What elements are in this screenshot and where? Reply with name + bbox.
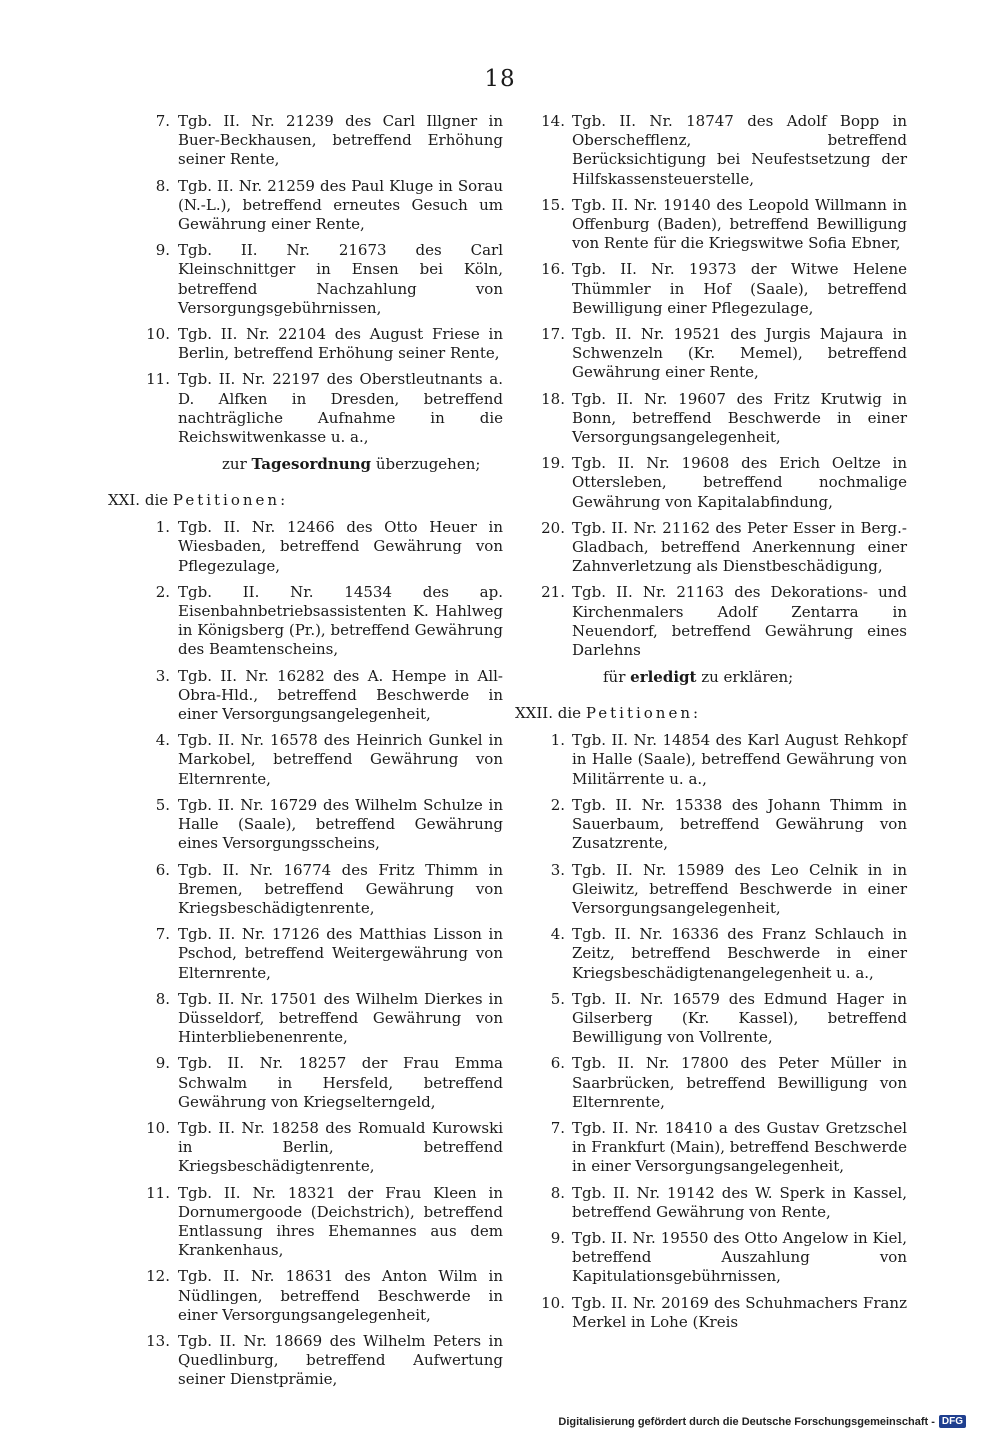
petition-number: 7. — [155, 112, 170, 130]
petition-list-a — [108, 112, 503, 447]
petition-entry — [515, 925, 907, 983]
conclusion-pre: für — [603, 668, 631, 687]
petition-text: Tgb. II. Nr. 21162 des Peter Esser in Berg.-Gladbach, betreffend Anerkennung einer Zahnverletzung als Dienstbeschädigung, — [572, 518, 907, 576]
section-roman: XXII. — [515, 704, 553, 723]
dfg-logo: DFG — [939, 1415, 966, 1428]
petition-text: Tgb. II. Nr. 18258 des Romuald Kurowski in Berlin, betreffend Kriegsbeschädigtenrente, — [178, 1118, 503, 1176]
petition-text: Tgb. II. Nr. 15338 des Johann Thimm in Sauerbaum, betreffend Gewährung von Zusatzrente, — [572, 795, 907, 853]
petition-number: 9. — [155, 241, 170, 260]
petition-entry — [515, 796, 907, 854]
petition-number: 3. — [550, 860, 565, 879]
petition-entry — [108, 370, 503, 447]
petition-text: Tgb. II. Nr. 18631 des Anton Wilm in Nüdlingen, betreffend Beschwerde in einer Versorgungsangelegenheit, — [178, 1267, 503, 1324]
petition-text: Tgb. II. Nr. 14854 des Karl August Rehkopf in Halle (Saale), betreffend Gewährung von Militärrente u. a., — [572, 731, 907, 788]
petition-entry — [515, 325, 907, 383]
petition-text: Tgb. II. Nr. 21239 des Carl Illgner in Buer-Beckhausen, betreffend Erhöhung seiner Rente, — [178, 112, 503, 169]
right-column — [515, 112, 907, 1339]
petition-number: 8. — [155, 176, 170, 195]
petition-number: 6. — [155, 860, 170, 879]
petition-text: Tgb. II. Nr. 17800 des Peter Müller in Saarbrücken, betreffend Bewilligung von Elternrente, — [572, 1054, 907, 1111]
petition-list-c — [515, 112, 907, 660]
petition-entry — [108, 925, 503, 983]
petition-number: 10. — [146, 325, 170, 344]
conclusion-post: überzugehen; — [371, 455, 481, 474]
petition-entry — [108, 667, 503, 725]
footer-text: Digitalisierung gefördert durch die Deutsche Forschungsgemeinschaft - — [558, 1415, 935, 1428]
petition-number: 18. — [541, 389, 565, 408]
petition-number: 20. — [541, 518, 565, 537]
petition-entry — [515, 990, 907, 1048]
petition-entry — [108, 1267, 503, 1325]
petition-entry — [515, 519, 907, 577]
petition-entry — [515, 260, 907, 318]
petition-entry — [108, 177, 503, 235]
petition-entry — [108, 1332, 503, 1390]
section-prefix: die — [144, 491, 169, 510]
petition-entry — [515, 1054, 907, 1112]
petition-number: 8. — [550, 1183, 565, 1202]
petition-entry — [515, 861, 907, 919]
petition-text: Tgb. II. Nr. 16579 des Edmund Hager in Gilserberg (Kr. Kassel), betreffend Bewilligung von Vollrente, — [572, 989, 907, 1047]
petition-entry — [515, 196, 907, 254]
petition-text: Tgb. II. Nr. 16282 des A. Hempe in All-Obra-Hld., betreffend Beschwerde in einer Versorgungsangelegenheit, — [178, 666, 503, 724]
page-number: 18 — [484, 66, 516, 92]
petition-number: 6. — [550, 1054, 565, 1073]
petition-text: Tgb. II. Nr. 22197 des Oberstleutnants a. D. Alfken in Dresden, betreffend nachträgliche Aufnahme in die Reichswitwenkasse u. a., — [178, 370, 503, 447]
petition-text: Tgb. II. Nr. 18747 des Adolf Bopp in Oberschefflenz, betreffend Berücksichtigung bei Neufestsetzung der Hilfskassensteuerstelle, — [572, 112, 907, 188]
petition-number: 21. — [541, 583, 565, 602]
petition-entry — [108, 518, 503, 576]
petition-text: Tgb. II. Nr. 15989 des Leo Celnik in in Gleiwitz, betreffend Beschwerde in einer Versorgungsangelegenheit, — [572, 860, 907, 917]
petition-number: 2. — [155, 582, 170, 601]
petition-number: 4. — [155, 731, 170, 750]
conclusion-keyword: erledigt — [630, 668, 697, 687]
petition-number: 9. — [550, 1228, 565, 1247]
petition-entry — [515, 1184, 907, 1222]
petition-text: Tgb. II. Nr. 22104 des August Friese in Berlin, betreffend Erhöhung seiner Rente, — [178, 325, 503, 363]
petition-text: Tgb. II. Nr. 16774 des Fritz Thimm in Bremen, betreffend Gewährung von Kriegsbeschädigtenrente, — [178, 860, 503, 917]
petition-entry — [108, 1184, 503, 1261]
petition-entry — [515, 454, 907, 512]
petition-number: 10. — [541, 1293, 565, 1312]
conclusion-post: zu erklären; — [696, 668, 794, 687]
petition-entry — [108, 112, 503, 170]
petition-number: 5. — [155, 795, 170, 814]
petition-text: Tgb. II. Nr. 16578 des Heinrich Gunkel in Markobel, betreffend Gewährung von Elternrente, — [178, 731, 503, 788]
petition-entry — [515, 1294, 907, 1332]
petition-entry — [108, 1054, 503, 1112]
petition-entry — [108, 241, 503, 318]
petition-number: 8. — [155, 989, 170, 1008]
petition-entry — [108, 325, 503, 363]
petition-text: Tgb. II. Nr. 21163 des Dekorations- und Kirchenmalers Adolf Zentarra in Neuendorf, betreffend Gewährung eines Darlehns — [572, 583, 907, 660]
petition-number: 5. — [550, 989, 565, 1008]
petition-number: 7. — [550, 1118, 565, 1137]
petition-entry — [108, 861, 503, 919]
petition-number: 7. — [155, 925, 170, 944]
petition-list-b — [108, 518, 503, 1389]
petition-text: Tgb. II. Nr. 18410 a des Gustav Gretzschel in Frankfurt (Main), betreffend Beschwerde in einer Versorgungsangelegenheit, — [572, 1118, 907, 1176]
petition-number: 14. — [541, 112, 565, 130]
petition-text: Tgb. II. Nr. 14534 des ap. Eisenbahnbetriebsassistenten K. Hahlweg in Königsberg (Pr.), betreffend Gewährung des Beamtenscheins, — [178, 582, 503, 659]
section-roman: XXI. — [108, 491, 141, 510]
petition-number: 4. — [550, 925, 565, 944]
petition-text: Tgb. II. Nr. 19607 des Fritz Krutwig in Bonn, betreffend Beschwerde in einer Versorgungsangelegenheit, — [572, 389, 907, 447]
conclusion-pre: zur — [222, 455, 252, 474]
conclusion-tagesordnung — [108, 454, 503, 474]
petition-number: 15. — [541, 195, 565, 214]
petition-list-d — [515, 731, 907, 1332]
petition-text: Tgb. II. Nr. 18321 der Frau Kleen in Dornumergoode (Deichstrich), betreffend Entlassung ihres Ehemannes aus dem Krankenhaus, — [178, 1183, 503, 1260]
petition-entry — [515, 583, 907, 660]
petition-number: 2. — [550, 795, 565, 814]
petition-number: 13. — [146, 1331, 170, 1350]
petition-text: Tgb. II. Nr. 19142 des W. Sperk in Kassel, betreffend Gewährung von Rente, — [572, 1183, 907, 1221]
petition-entry — [515, 1119, 907, 1177]
petition-text: Tgb. II. Nr. 16336 des Franz Schlauch in Zeitz, betreffend Beschwerde in einer Kriegsbeschädigtenangelegenheit u. a., — [572, 925, 907, 982]
section-label: Petitionen: — [172, 491, 289, 510]
petition-entry — [515, 731, 907, 789]
petition-entry — [108, 1119, 503, 1177]
petition-text: Tgb. II. Nr. 19521 des Jurgis Majaura in Schwenzeln (Kr. Memel), betreffend Gewährung einer Rente, — [572, 325, 907, 382]
petition-text: Tgb. II. Nr. 18669 des Wilhelm Peters in Quedlinburg, betreffend Aufwertung seiner Dienstprämie, — [178, 1331, 503, 1389]
petition-number: 12. — [146, 1267, 170, 1286]
petition-number: 16. — [541, 260, 565, 279]
section-heading-xxi — [108, 490, 503, 510]
left-column — [108, 112, 503, 1397]
petition-text: Tgb. II. Nr. 12466 des Otto Heuer in Wiesbaden, betreffend Gewährung von Pflegezulage, — [178, 518, 503, 575]
petition-text: Tgb. II. Nr. 21673 des Carl Kleinschnittger in Ensen bei Köln, betreffend Nachzahlung von Versorgungsgebührnissen, — [178, 241, 503, 317]
petition-entry — [515, 390, 907, 448]
digitization-footer — [558, 1415, 966, 1428]
petition-text: Tgb. II. Nr. 17501 des Wilhelm Dierkes in Düsseldorf, betreffend Gewährung von Hinterbliebenenrente, — [178, 989, 503, 1047]
section-label: Petitionen: — [585, 704, 702, 723]
petition-entry — [108, 796, 503, 854]
petition-number: 19. — [541, 454, 565, 473]
petition-text: Tgb. II. Nr. 21259 des Paul Kluge in Sorau (N.-L.), betreffend erneutes Gesuch um Gewährung einer Rente, — [178, 176, 503, 234]
conclusion-keyword: Tagesordnung — [251, 455, 372, 474]
petition-text: Tgb. II. Nr. 17126 des Matthias Lisson in Pschod, betreffend Weitergewährung von Elternrente, — [178, 925, 503, 982]
petition-text: Tgb. II. Nr. 19140 des Leopold Willmann in Offenburg (Baden), betreffend Bewilligung von Rente für die Kriegswitwe Sofia Ebner, — [572, 195, 907, 253]
petition-number: 3. — [155, 666, 170, 685]
petition-text: Tgb. II. Nr. 16729 des Wilhelm Schulze in Halle (Saale), betreffend Gewährung eines Versorgungsscheins, — [178, 795, 503, 853]
petition-text: Tgb. II. Nr. 19608 des Erich Oeltze in Ottersleben, betreffend nochmalige Gewährung von Kapitalabfindung, — [572, 454, 907, 511]
petition-number: 1. — [550, 731, 565, 750]
petition-entry — [515, 1229, 907, 1287]
conclusion-erledigt — [515, 667, 907, 687]
petition-text: Tgb. II. Nr. 18257 der Frau Emma Schwalm in Hersfeld, betreffend Gewährung von Kriegselterngeld, — [178, 1054, 503, 1111]
section-heading-xxii — [515, 703, 907, 723]
petition-entry — [515, 112, 907, 189]
petition-entry — [108, 731, 503, 789]
petition-number: 9. — [155, 1054, 170, 1073]
petition-number: 11. — [146, 370, 170, 389]
petition-number: 10. — [146, 1118, 170, 1137]
petition-number: 17. — [541, 325, 565, 344]
petition-number: 11. — [146, 1183, 170, 1202]
petition-text: Tgb. II. Nr. 19373 der Witwe Helene Thümmler in Hof (Saale), betreffend Bewilligung einer Pflegezulage, — [572, 260, 907, 317]
section-prefix: die — [557, 704, 582, 723]
petition-text: Tgb. II. Nr. 20169 des Schuhmachers Franz Merkel in Lohe (Kreis — [572, 1293, 907, 1331]
petition-entry — [108, 990, 503, 1048]
petition-entry — [108, 583, 503, 660]
petition-number: 1. — [155, 518, 170, 537]
petition-text: Tgb. II. Nr. 19550 des Otto Angelow in Kiel, betreffend Auszahlung von Kapitulationsgebührnissen, — [572, 1228, 907, 1286]
